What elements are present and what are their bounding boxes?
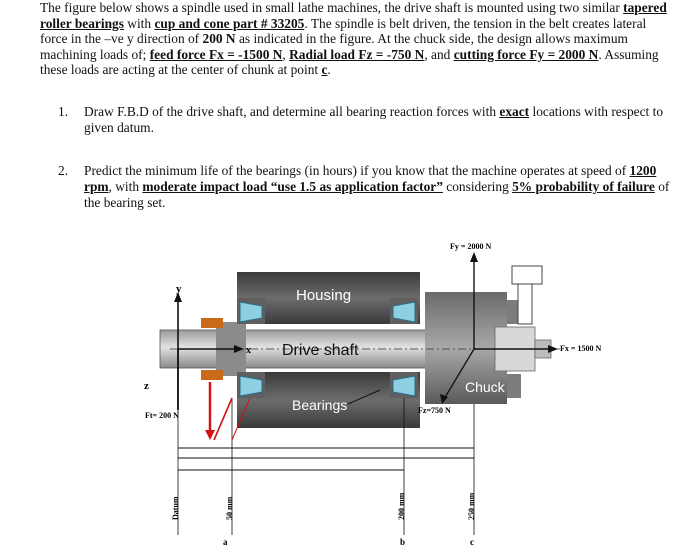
housing-label: Housing [296,287,352,304]
dim-250-label: 250 mm [467,492,476,520]
chuck-label: Chuck [465,379,505,395]
ft-label: Ft= 200 N [145,411,179,420]
point-a-label: a [223,537,228,547]
fy-arrowhead [470,252,478,262]
point-c-ref: c [321,62,328,78]
bearing-a-guide [214,398,232,440]
axis-z-label: z [144,380,149,392]
text-p3: . The spindle is belt driven, the tension in the belt creates lateral force in the –ve y direction of [40,15,647,47]
cutting-force: cutting force Fy = 2000 N [453,46,599,62]
dim-200-label: 200 mm [397,492,406,520]
text-p8: . [327,62,331,78]
point-b-label: b [400,537,406,547]
task-text: considering [442,179,513,194]
bearing-left-top [237,298,265,324]
cutting-tool [512,266,542,284]
task-emphasis: 5% probability of failure [512,179,655,194]
fx-arrowhead [548,345,558,353]
text-p5: , [282,46,290,62]
text-p7: . Assuming these loads are acting at the center of chunk at point [40,46,659,78]
part-number: cup and cone part # 33205 [154,15,305,31]
task-number: 2. [58,163,69,178]
pulley-bottom [201,370,223,380]
task-emphasis: moderate impact load “use 1.5 as application factor” [142,179,443,194]
task-text: , with [108,179,143,194]
task-emphasis: 1200 rpm [84,163,657,194]
bearing-left-bottom [237,372,265,398]
axis-y-label: y [176,283,182,295]
feed-force: feed force Fx = -1500 N [149,46,283,62]
dim-50-label: 50 mm [225,496,234,520]
fz-label: Fz=750 N [418,406,451,415]
cutting-tool-shank [518,284,532,324]
fx-label: Fx = 1500 N [560,344,602,353]
task-number: 1. [58,104,69,119]
text-p4: as indicated in the figure. At the chuck side, the design allows maximum machining loads of; [40,31,628,62]
task-emphasis: exact [499,104,530,119]
axis-x-label: x [246,345,251,356]
task-text: Draw F.B.D of the drive shaft, and determine all bearing reaction forces with [84,104,500,119]
bearings-label: Bearings [292,397,348,413]
drive-shaft-label: Drive shaft [282,342,359,359]
point-c-label: c [470,537,474,547]
bearing-right-bottom [390,372,418,398]
bearing-right-top [390,298,418,324]
radial-load: Radial load Fz = -750 N [289,46,425,62]
fy-label: Fy = 2000 N [450,242,492,251]
datum-label: Datum [171,496,180,520]
task-text: locations with respect to given datum. [84,104,664,135]
task-text: Predict the minimum life of the bearings (in hours) if you know that the machine operates at speed of [84,163,630,178]
text-p1: The figure below shows a spindle used in small lathe machines, the drive shaft is mounted using two similar [40,0,624,15]
text-p2: with [123,15,155,31]
task-text: of the bearing set. [84,179,670,210]
pulley-top [201,318,223,328]
chuck-jaw-bottom [507,374,521,398]
belt-force-arrowhead [205,430,215,440]
bearing-type: tapered roller bearings [40,0,667,31]
text-p6: , and [424,46,454,62]
belt-force: 200 N [202,31,236,47]
